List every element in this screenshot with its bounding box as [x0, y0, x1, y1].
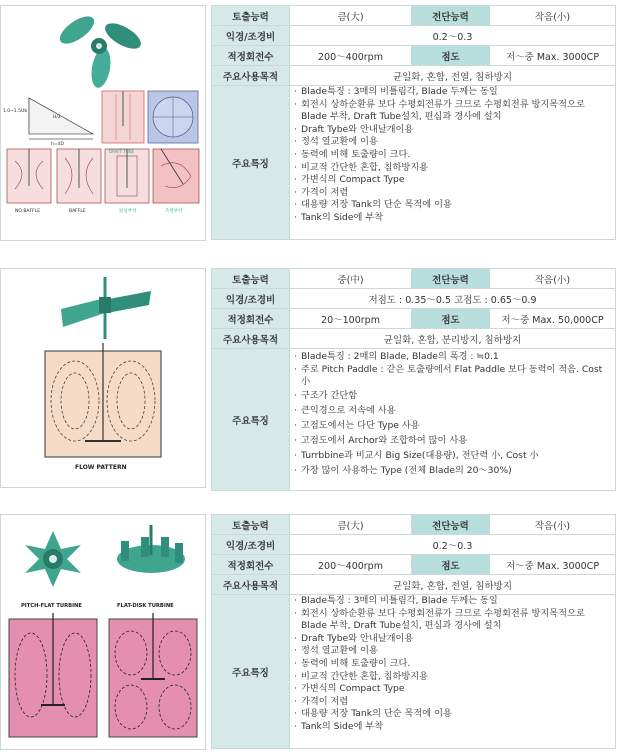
- feature-item: · 대용량 저장 Tank의 단순 목적에 이용: [294, 199, 611, 212]
- discharge-label: 토출능력: [212, 269, 290, 289]
- feature-item: · 대용량 저장 Tank의 단순 목적에 이용: [294, 708, 611, 721]
- ratio-label: 익경/조경비: [212, 289, 290, 309]
- feature-item: · 비교적 간단한 혼합, 침하방지용: [294, 162, 611, 175]
- shear-value: 작음(小): [490, 515, 616, 535]
- feature-item: · 가변식의 Compact Type: [294, 683, 611, 696]
- ratio-value: 저점도 : 0.35～0.5 고점도 : 0.65～0.9: [290, 289, 616, 309]
- discharge-value: 큼(大): [290, 6, 412, 26]
- ratio-value: 0.2～0.3: [290, 535, 616, 555]
- shear-label: 전단능력: [412, 515, 490, 535]
- feature-item: · Blade특징 : 2매의 Blade, Blade의 폭경 : ≒0.1: [294, 349, 611, 364]
- feature-item: · Blade특징 : 3매의 비틀림각, Blade 두께는 동일: [294, 86, 611, 99]
- feature-item: · Draft Tybe와 안내날개이용: [294, 124, 611, 137]
- tank-label-1: NO BAFFLE: [15, 209, 41, 214]
- paddle-diagram: [1, 269, 205, 487]
- product-card-1: [0, 5, 618, 243]
- product-1-image-panel: [0, 5, 206, 241]
- draft-tube-diagram: [102, 91, 198, 143]
- paddle-icon: [61, 277, 151, 339]
- purpose-value: 균일화, 혼합, 전열, 침하방지: [290, 575, 616, 595]
- feature-item: · 회전시 상하순환류 보다 수평회전류가 크므로 수평회전류 방지목적으로 Blade 부착, Draft Tube설치, 편심과 경사에 설치: [294, 99, 611, 124]
- dim-bottom-label: h=dD: [51, 142, 64, 147]
- feature-item: · 고점도에서 Archor와 조합하여 많이 사용: [294, 433, 611, 448]
- shear-value: 작음(小): [490, 269, 616, 289]
- viscosity-label: 점도: [412, 555, 490, 575]
- pitch-flat-label: PITCH-FLAT TURBINE: [21, 603, 82, 609]
- speed-label: 적정회전수: [212, 555, 290, 575]
- flat-disk-turbine-icon: [117, 525, 185, 573]
- features-list: [294, 595, 611, 734]
- pitch-flat-turbine-icon: [25, 531, 81, 587]
- tank-label-5: 측면부착: [165, 209, 183, 214]
- dim-center-label: H/2: [53, 115, 61, 120]
- spec-table-3: [211, 514, 616, 749]
- feature-item: · 가격이 저렴: [294, 187, 611, 200]
- feature-item: · 정석 열교환에 이용: [294, 645, 611, 658]
- dim-left-label: 1.0~1.5Ub: [3, 109, 28, 114]
- purpose-value: 균일화, 혼합, 분리방지, 침하방지: [290, 329, 616, 349]
- ratio-label: 익경/조경비: [212, 26, 290, 46]
- flow-pattern-tank: [45, 343, 161, 457]
- viscosity-value: 저～중 Max. 3000CP: [490, 46, 616, 66]
- viscosity-label: 점도: [412, 46, 490, 66]
- features-cell: [290, 595, 616, 749]
- feature-item: · 회전시 상하순환류 보다 수평회전류가 크므로 수평회전류 방지목적으로 Blade 부착, Draft Tube설치, 편심과 경사에 설치: [294, 608, 611, 633]
- feature-item: · 가변식의 Compact Type: [294, 174, 611, 187]
- purpose-label: 주요사용목적: [212, 329, 290, 349]
- spec-table-2: [211, 268, 616, 491]
- shear-value: 작음(小): [490, 6, 616, 26]
- features-cell: [290, 86, 616, 240]
- product-card-2: [0, 268, 618, 490]
- feature-item: · Turrbbine과 비교시 Big Size(대용량), 전단력 小, Cost 小: [294, 448, 611, 463]
- flat-disk-label: FLAT-DISK TURBINE: [117, 603, 174, 609]
- feature-item: · 고점도에서는 다단 Type 사용: [294, 418, 611, 433]
- features-list: [294, 349, 611, 478]
- flow-pattern-label: FLOW PATTERN: [75, 464, 127, 471]
- feature-item: · Tank의 Side에 부착: [294, 721, 611, 734]
- product-card-3: [0, 514, 618, 752]
- features-label: 주요특징: [212, 86, 290, 240]
- speed-value: 20～100rpm: [290, 309, 412, 329]
- propeller-icon: [55, 11, 144, 89]
- propeller-diagram: [1, 6, 205, 240]
- discharge-label: 토출능력: [212, 515, 290, 535]
- turbine-flow-tanks: [9, 613, 197, 737]
- ratio-value: 0.2～0.3: [290, 26, 616, 46]
- feature-item: · 구조가 간단함: [294, 388, 611, 403]
- feature-item: · 정석 열교환에 이용: [294, 136, 611, 149]
- purpose-value: 균일화, 혼합, 전열, 침하방지: [290, 66, 616, 86]
- discharge-label: 토출능력: [212, 6, 290, 26]
- viscosity-value: 저～중 Max. 3000CP: [490, 555, 616, 575]
- discharge-value: 중(中): [290, 269, 412, 289]
- features-list: [294, 86, 611, 225]
- feature-item: · 동력에 비해 토출량이 크다.: [294, 658, 611, 671]
- product-3-image-panel: [0, 514, 206, 750]
- feature-item: · 비교적 간단한 혼합, 침하방지용: [294, 671, 611, 684]
- discharge-value: 큼(大): [290, 515, 412, 535]
- features-label: 주요특징: [212, 349, 290, 491]
- feature-item: · 가장 많이 사용하는 Type (전체 Blade의 20～30%): [294, 463, 611, 478]
- feature-item: · Tank의 Side에 부착: [294, 212, 611, 225]
- tank-label-4: 편심부착: [119, 209, 137, 214]
- features-label: 주요특징: [212, 595, 290, 749]
- viscosity-label: 점도: [412, 309, 490, 329]
- speed-value: 200～400rpm: [290, 46, 412, 66]
- feature-item: · 동력에 비해 토출량이 크다.: [294, 149, 611, 162]
- viscosity-value: 저～중 Max. 50,000CP: [490, 309, 616, 329]
- feature-item: · Blade특징 : 3매의 비틀림각, Blade 두께는 동일: [294, 595, 611, 608]
- shear-label: 전단능력: [412, 6, 490, 26]
- speed-label: 적정회전수: [212, 46, 290, 66]
- purpose-label: 주요사용목적: [212, 575, 290, 595]
- shear-label: 전단능력: [412, 269, 490, 289]
- tank-label-2: BAFFLE: [69, 209, 86, 214]
- speed-value: 200～400rpm: [290, 555, 412, 575]
- features-cell: [290, 349, 616, 491]
- feature-item: · 주로 Pitch Paddle : 같은 토출량에서 Flat Paddle 보다 동력이 적음. Cost 小: [294, 364, 611, 388]
- feature-item: · 가격이 저렴: [294, 696, 611, 709]
- feature-item: · 큰익경으로 저속에 사용: [294, 403, 611, 418]
- purpose-label: 주요사용목적: [212, 66, 290, 86]
- ratio-label: 익경/조경비: [212, 535, 290, 555]
- product-2-image-panel: [0, 268, 206, 488]
- tank-label-3: DRAFT TUBE: [109, 149, 135, 154]
- turbine-diagram: [1, 515, 205, 749]
- feature-item: · Draft Tybe와 안내날개이용: [294, 633, 611, 646]
- spec-table-1: [211, 5, 616, 240]
- speed-label: 적정회전수: [212, 309, 290, 329]
- dimension-drawing: [29, 98, 93, 139]
- flow-tanks: [7, 149, 199, 203]
